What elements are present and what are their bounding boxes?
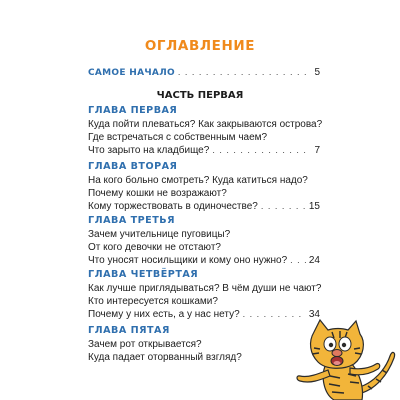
chapter-1[interactable] bbox=[88, 104, 323, 157]
chapter-line bbox=[88, 187, 320, 200]
chapter-line-text: Почему кошки не возражают? bbox=[88, 188, 227, 199]
chapter-line bbox=[88, 338, 320, 351]
chapter-line-text: Почему у них есть, а у нас нету? bbox=[88, 309, 240, 320]
prologue-label: САМОЕ НАЧАЛО bbox=[88, 68, 175, 78]
chapter-line-last bbox=[88, 308, 320, 321]
chapter-line bbox=[88, 282, 320, 295]
chapter-line-text: На кого больно смотреть? Куда катиться надо? bbox=[88, 175, 308, 186]
chapter-line bbox=[88, 351, 320, 364]
chapter-heading: ГЛАВА ПЕРВАЯ bbox=[88, 105, 178, 116]
chapter-line-text: Кому торжествовать в одиночестве? bbox=[88, 201, 258, 212]
toc-entry-prologue[interactable] bbox=[88, 67, 320, 78]
dot-leader bbox=[261, 200, 306, 213]
chapter-heading: ГЛАВА ЧЕТВЁРТАЯ bbox=[88, 269, 199, 280]
chapter-line-last bbox=[88, 144, 320, 157]
chapter-heading: ГЛАВА ПЯТАЯ bbox=[88, 325, 170, 336]
dot-leader bbox=[178, 67, 312, 77]
chapter-line-text: Зачем учительнице пуговицы? bbox=[88, 229, 231, 240]
chapter-line bbox=[88, 241, 320, 254]
chapter-line-last bbox=[88, 254, 320, 267]
dot-leader bbox=[212, 144, 311, 157]
chapter-line bbox=[88, 228, 320, 241]
chapter-3[interactable] bbox=[88, 214, 320, 267]
chapter-4[interactable] bbox=[88, 268, 320, 321]
chapter-line-text: Как лучше приглядываться? В чём души не чают? bbox=[88, 283, 322, 294]
dot-leader bbox=[290, 254, 306, 267]
chapter-2[interactable] bbox=[88, 160, 320, 213]
part-title: ЧАСТЬ ПЕРВАЯ bbox=[156, 90, 244, 101]
chapter-line-text: Куда падает оторванный взгляд? bbox=[88, 352, 242, 363]
toc-title: ОГЛАВЛЕНИЕ bbox=[144, 38, 256, 54]
chapter-page-number: 24 bbox=[308, 255, 320, 266]
chapter-line-text: От кого девочки не отстают? bbox=[88, 242, 221, 253]
chapter-line-last bbox=[88, 200, 320, 213]
chapter-line bbox=[88, 174, 320, 187]
chapter-5[interactable] bbox=[88, 324, 320, 364]
chapter-page-number: 7 bbox=[314, 145, 320, 156]
chapter-line-text: Куда пойти плеваться? Как закрываются острова? bbox=[88, 119, 323, 130]
chapter-line-text: Что зарыто на кладбище? bbox=[88, 145, 210, 156]
chapter-line-text: Кто интересуется кошками? bbox=[88, 296, 218, 307]
prologue-page-number: 5 bbox=[314, 67, 320, 78]
chapter-page-number: 34 bbox=[308, 309, 320, 320]
cartoon-cat-illustration bbox=[290, 318, 400, 400]
chapter-line-text: Где встречаться с собственным чаем? bbox=[88, 132, 268, 143]
chapter-line bbox=[88, 131, 320, 144]
chapter-heading: ГЛАВА ТРЕТЬЯ bbox=[88, 215, 175, 226]
chapter-heading: ГЛАВА ВТОРАЯ bbox=[88, 161, 178, 172]
chapter-page-number: 15 bbox=[308, 201, 320, 212]
chapter-line-text: Зачем рот открывается? bbox=[88, 339, 202, 350]
chapter-line bbox=[88, 295, 320, 308]
chapter-line-text: Что уносят носильщики и кому оно нужно? bbox=[88, 255, 288, 266]
chapter-line bbox=[88, 118, 323, 131]
